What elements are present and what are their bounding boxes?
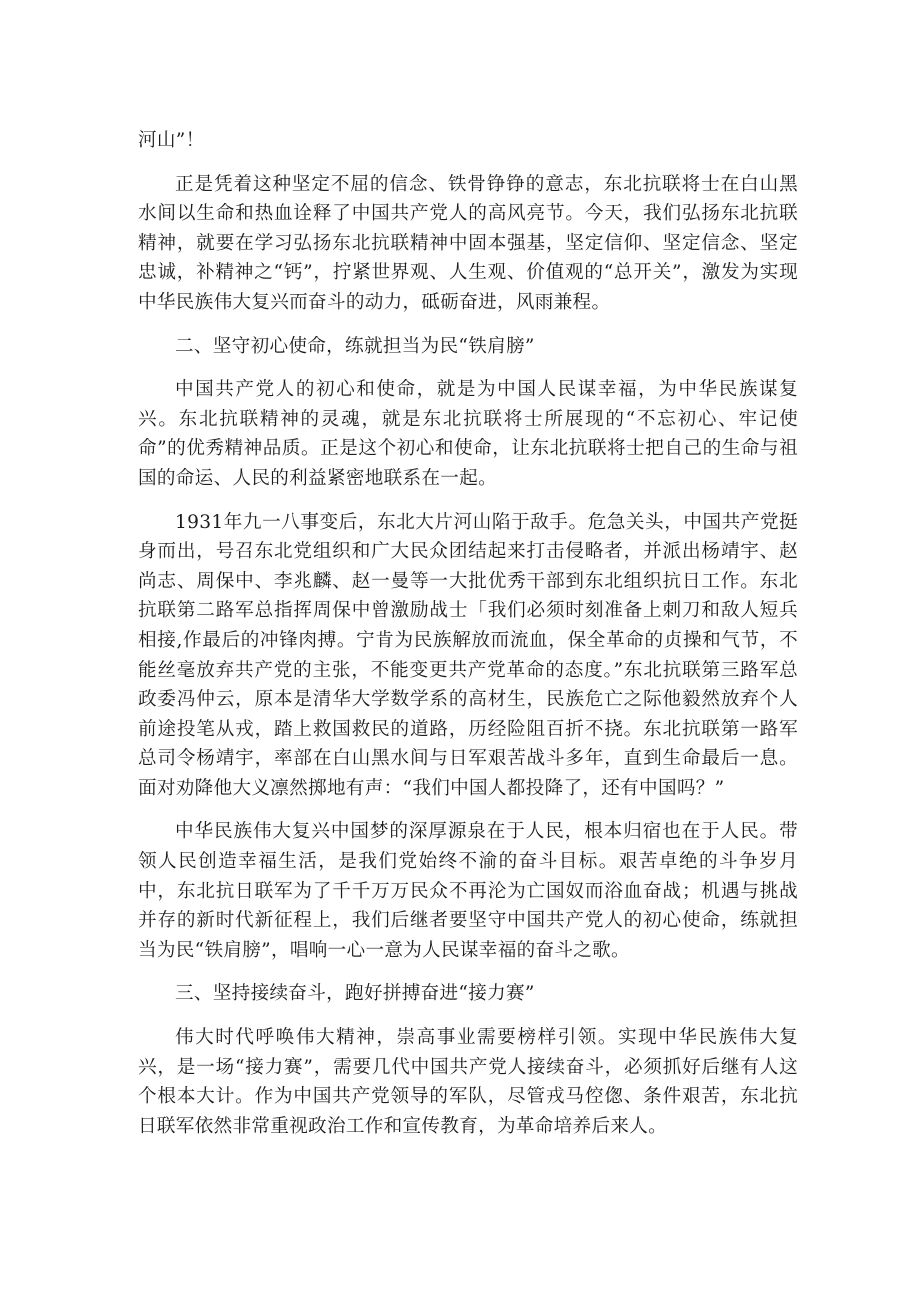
paragraph: 正是凭着这种坚定不屈的信念、铁骨铮铮的意志，东北抗联将士在白山黑水间以生命和热血诠释了中国共产党人的高风亮节。今天，我们弘扬东北抗联精神，就要在学习弘扬东北抗联精神中固本强基，坚定信仰、坚定信念、坚定忠诚，补精神之“钙”，拧紧世界观、人生观、价值观的“总开关”，激发为实现中华民族伟大复兴而奋斗的动力，砥砺奋进，风雨兼程。 — [138, 173, 798, 313]
paragraph: 1931年九一八事变后，东北大片河山陷于敌手。危急关头，中国共产党挺身而出，号召东北党组织和广大民众团结起来打击侵略者，并派出杨靖宇、赵尚志、周保中、李兆麟、赵一曼等一大批优秀干部到东北组织抗日工作。东北抗联第二路军总指挥周保中曾激励战士「我们必须时刻准备上刺刀和敌人短兵相接,作最后的冲锋肉搏。宁肯为民族解放而流血，保全革命的贞操和气节，不能丝毫放弃共产党的主张，不能变更共产党革命的态度。”东北抗联第三路军总政委冯仲云，原本是清华大学数学系的高材生，民族危亡之际他毅然放弃个人前途投笔从戎，踏上救国救民的道路，历经险阻百折不挠。东北抗联第一路军总司令杨靖宇，率部在白山黑水间与日军艰苦战斗多年，直到生命最后一息。面对劝降他大义凛然掷地有声：“我们中国人都投降了，还有中国吗？” — [138, 511, 798, 799]
section-heading: 二、坚守初心使命，练就担当为民“铁肩膀” — [175, 335, 535, 357]
paragraph: 中国共产党人的初心和使命，就是为中国人民谋幸福，为中华民族谋复兴。东北抗联精神的灵魂，就是东北抗联将士所展现的“不忘初心、牢记使命”的优秀精神品质。正是这个初心和使命，让东北抗联将士把自己的生命与祖国的命运、人民的利益紧密地联系在一起。 — [138, 379, 798, 489]
paragraph: 伟大时代呼唤伟大精神，崇高事业需要榜样引领。实现中华民族伟大复兴，是一场“接力赛”，需要几代中国共产党人接续奋斗，必须抓好后继有人这个根本大计。作为中国共产党领导的军队，尽管戎马倥偬、条件艰苦，东北抗日联军依然非常重视政治工作和宣传教育，为革命培养后来人。 — [138, 1027, 798, 1137]
paragraph: 中华民族伟大复兴中国梦的深厚源泉在于人民，根本归宿也在于人民。带领人民创造幸福生活，是我们党始终不渝的奋斗目标。艰苦卓绝的斗争岁月中，东北抗日联军为了千千万万民众不再沦为亡国奴而浴血奋战；机遇与挑战并存的新时代新征程上，我们后继者要坚守中国共产党人的初心使命，练就担当为民“铁肩膀”，唱响一心一意为人民谋幸福的奋斗之歌。 — [138, 821, 798, 961]
paragraph-continuation: 河山”！ — [138, 130, 205, 151]
document-body — [138, 126, 798, 1155]
section-heading: 三、坚持接续奋斗，跑好拼搏奋进“接力赛” — [175, 983, 535, 1005]
